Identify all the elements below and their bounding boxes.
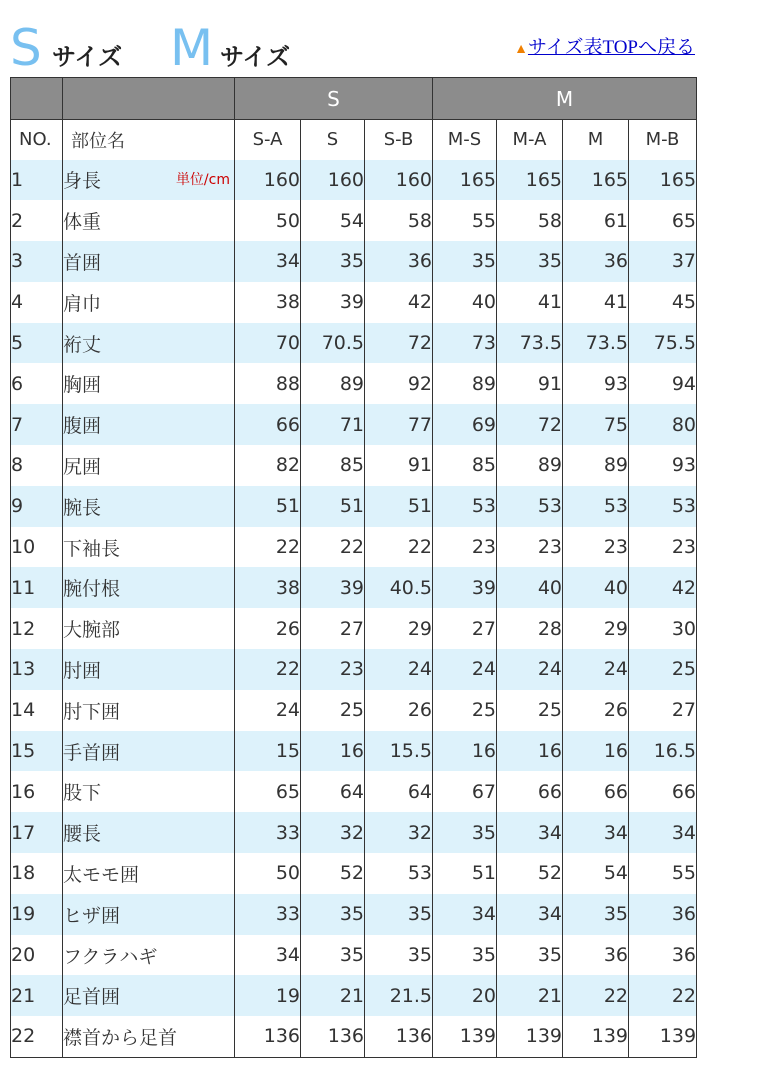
size-value-cell: 16.5 [629,731,697,772]
body-part-cell [63,975,235,1016]
size-value-cell: 75.5 [629,323,697,364]
size-value-cell: 34 [433,894,497,935]
size-value-cell: 33 [235,812,301,853]
row-number: 15 [11,731,63,772]
size-value-cell: 65 [629,200,697,241]
size-value-cell: 39 [301,282,365,323]
body-part-name: 胸囲 [63,374,102,397]
size-value-cell: 93 [563,363,629,404]
size-value-cell: 36 [563,241,629,282]
size-value-cell: 52 [301,853,365,894]
size-value-cell: 34 [497,894,563,935]
body-part-name: 身長 [63,170,102,193]
size-value-cell: 22 [563,975,629,1016]
size-value-cell: 160 [301,160,365,201]
size-value-cell: 32 [365,812,433,853]
row-number: 21 [11,975,63,1016]
size-value-cell: 75 [563,404,629,445]
size-value-cell: 54 [301,200,365,241]
size-value-cell: 25 [301,690,365,731]
size-value-cell: 30 [629,608,697,649]
size-value-cell: 165 [563,160,629,201]
table-row [11,608,697,649]
size-value-cell: 70.5 [301,323,365,364]
body-part-name: 体重 [63,211,102,234]
table-row [11,771,697,812]
up-triangle-icon: ▲ [514,42,528,57]
size-value-cell: 35 [365,935,433,976]
size-value-cell: 36 [365,241,433,282]
size-value-cell: 29 [563,608,629,649]
table-row [11,241,697,282]
size-value-cell: 35 [301,894,365,935]
body-part-name: 肘囲 [63,659,102,682]
size-value-cell: 89 [563,445,629,486]
size-value-cell: 35 [365,894,433,935]
table-row [11,812,697,853]
size-value-cell: 21 [301,975,365,1016]
size-value-cell: 35 [433,241,497,282]
size-value-cell: 22 [365,527,433,568]
size-value-cell: 45 [629,282,697,323]
table-row [11,486,697,527]
body-part-name: 腕付根 [63,578,121,601]
size-value-cell: 22 [301,527,365,568]
body-part-name: 腰長 [63,823,102,846]
table-row [11,323,697,364]
row-number: 3 [11,241,63,282]
group-header-s: S [235,78,433,120]
size-value-cell: 32 [301,812,365,853]
column-header-no: NO. [11,120,63,160]
size-value-cell: 139 [497,1016,563,1057]
size-value-cell: 34 [235,241,301,282]
size-value-cell: 139 [563,1016,629,1057]
column-header-size: S-B [365,120,433,160]
s-size-letter: S [10,19,42,77]
row-number: 16 [11,771,63,812]
body-part-cell [63,812,235,853]
size-value-cell: 66 [629,771,697,812]
group-header-row [11,78,697,120]
size-value-cell: 165 [629,160,697,201]
group-header-empty [63,78,235,120]
table-row [11,567,697,608]
size-value-cell: 92 [365,363,433,404]
size-value-cell: 23 [629,527,697,568]
size-value-cell: 73 [433,323,497,364]
size-value-cell: 77 [365,404,433,445]
group-header-m: M [433,78,697,120]
body-part-cell [63,567,235,608]
size-value-cell: 41 [497,282,563,323]
size-value-cell: 39 [433,567,497,608]
size-value-cell: 24 [563,649,629,690]
size-value-cell: 21.5 [365,975,433,1016]
size-value-cell: 34 [497,812,563,853]
row-number: 12 [11,608,63,649]
body-part-cell [63,649,235,690]
size-value-cell: 23 [301,649,365,690]
row-number: 1 [11,160,63,201]
body-part-cell [63,241,235,282]
size-value-cell: 24 [497,649,563,690]
size-value-cell: 26 [235,608,301,649]
size-value-cell: 55 [433,200,497,241]
size-value-cell: 72 [365,323,433,364]
size-value-cell: 35 [433,812,497,853]
size-value-cell: 35 [497,935,563,976]
size-value-cell: 80 [629,404,697,445]
size-value-cell: 36 [563,935,629,976]
column-header-part: 部位名 [63,120,235,160]
size-value-cell: 34 [235,935,301,976]
m-size-letter: M [170,19,214,77]
row-number: 13 [11,649,63,690]
size-value-cell: 88 [235,363,301,404]
size-value-cell: 89 [497,445,563,486]
size-value-cell: 25 [497,690,563,731]
size-value-cell: 72 [497,404,563,445]
body-part-cell [63,608,235,649]
column-header-size: M-S [433,120,497,160]
size-value-cell: 136 [301,1016,365,1057]
size-value-cell: 27 [301,608,365,649]
body-part-name: 股下 [63,782,102,805]
size-value-cell: 73.5 [497,323,563,364]
size-value-cell: 70 [235,323,301,364]
body-part-cell [63,282,235,323]
size-value-cell: 64 [301,771,365,812]
size-value-cell: 21 [497,975,563,1016]
size-value-cell: 165 [497,160,563,201]
size-value-cell: 61 [563,200,629,241]
body-part-name: フクラハギ [63,945,158,968]
body-part-cell [63,894,235,935]
row-number: 5 [11,323,63,364]
size-value-cell: 19 [235,975,301,1016]
size-value-cell: 22 [235,649,301,690]
size-value-cell: 82 [235,445,301,486]
group-header-empty [11,78,63,120]
body-part-cell [63,323,235,364]
size-value-cell: 35 [301,241,365,282]
size-value-cell: 51 [433,853,497,894]
size-value-cell: 91 [497,363,563,404]
table-row [11,527,697,568]
size-value-cell: 54 [563,853,629,894]
row-number: 10 [11,527,63,568]
body-part-name: 足首囲 [63,986,121,1009]
size-value-cell: 55 [629,853,697,894]
table-row [11,445,697,486]
table-row [11,975,697,1016]
column-header-row [11,120,697,160]
table-row [11,282,697,323]
size-value-cell: 89 [433,363,497,404]
size-value-cell: 64 [365,771,433,812]
size-value-cell: 58 [497,200,563,241]
size-value-cell: 22 [629,975,697,1016]
body-part-cell [63,1016,235,1057]
body-part-name: 肩巾 [63,292,102,315]
size-value-cell: 53 [629,486,697,527]
table-row [11,200,697,241]
body-part-cell [63,527,235,568]
size-value-cell: 39 [301,567,365,608]
body-part-cell [63,200,235,241]
body-part-name: 大腕部 [63,619,121,642]
body-part-cell [63,160,235,201]
size-value-cell: 89 [301,363,365,404]
row-number: 6 [11,363,63,404]
size-value-cell: 85 [301,445,365,486]
body-part-name: 下袖長 [63,537,121,560]
body-part-name: 腹囲 [63,415,102,438]
column-header-size: M-A [497,120,563,160]
row-number: 22 [11,1016,63,1057]
size-value-cell: 16 [301,731,365,772]
size-value-cell: 65 [235,771,301,812]
row-number: 11 [11,567,63,608]
size-value-cell: 69 [433,404,497,445]
size-value-cell: 53 [365,853,433,894]
body-part-name: 襟首から足首 [63,1026,178,1049]
size-value-cell: 24 [365,649,433,690]
size-table [10,77,697,1058]
size-value-cell: 20 [433,975,497,1016]
back-to-size-top-link[interactable] [514,36,695,62]
size-value-cell: 42 [365,282,433,323]
size-value-cell: 16 [433,731,497,772]
table-body [11,160,697,1058]
size-value-cell: 136 [365,1016,433,1057]
size-value-cell: 26 [365,690,433,731]
size-value-cell: 27 [629,690,697,731]
row-number: 20 [11,935,63,976]
body-part-name: ヒザ囲 [63,904,121,927]
size-value-cell: 139 [629,1016,697,1057]
body-part-cell [63,935,235,976]
size-value-cell: 36 [629,935,697,976]
body-part-cell [63,486,235,527]
size-value-cell: 40.5 [365,567,433,608]
size-value-cell: 26 [563,690,629,731]
s-size-word: サイズ [52,43,123,71]
size-value-cell: 15.5 [365,731,433,772]
size-value-cell: 41 [563,282,629,323]
size-value-cell: 73.5 [563,323,629,364]
size-value-cell: 29 [365,608,433,649]
row-number: 7 [11,404,63,445]
row-number: 8 [11,445,63,486]
back-link-text: サイズ表TOPへ戻る [527,37,695,58]
table-row [11,363,697,404]
size-value-cell: 23 [563,527,629,568]
body-part-cell [63,445,235,486]
size-value-cell: 33 [235,894,301,935]
body-part-cell [63,731,235,772]
row-number: 4 [11,282,63,323]
size-value-cell: 22 [235,527,301,568]
table-row [11,853,697,894]
size-value-cell: 27 [433,608,497,649]
body-part-cell [63,853,235,894]
size-value-cell: 51 [301,486,365,527]
size-value-cell: 35 [301,935,365,976]
size-value-cell: 139 [433,1016,497,1057]
table-row [11,731,697,772]
size-value-cell: 23 [433,527,497,568]
size-value-cell: 42 [629,567,697,608]
row-number: 14 [11,690,63,731]
size-value-cell: 38 [235,282,301,323]
column-header-size: M [563,120,629,160]
size-value-cell: 16 [497,731,563,772]
size-value-cell: 36 [629,894,697,935]
unit-note: 単位/cm [175,171,230,188]
body-part-cell [63,404,235,445]
body-part-cell [63,771,235,812]
size-value-cell: 38 [235,567,301,608]
size-value-cell: 37 [629,241,697,282]
size-value-cell: 66 [563,771,629,812]
size-value-cell: 50 [235,200,301,241]
table-row [11,160,697,201]
size-value-cell: 93 [629,445,697,486]
size-value-cell: 24 [235,690,301,731]
body-part-name: 太モモ囲 [63,863,140,886]
body-part-name: 手首囲 [63,741,121,764]
size-value-cell: 25 [433,690,497,731]
column-header-size: M-B [629,120,697,160]
size-value-cell: 24 [433,649,497,690]
size-value-cell: 91 [365,445,433,486]
size-value-cell: 51 [235,486,301,527]
table-row [11,404,697,445]
row-number: 18 [11,853,63,894]
size-value-cell: 23 [497,527,563,568]
table-row [11,935,697,976]
table-row [11,1016,697,1057]
size-value-cell: 160 [235,160,301,201]
size-value-cell: 53 [563,486,629,527]
size-value-cell: 50 [235,853,301,894]
body-part-name: 尻囲 [63,455,102,478]
size-value-cell: 136 [235,1016,301,1057]
row-number: 2 [11,200,63,241]
size-value-cell: 35 [497,241,563,282]
size-value-cell: 52 [497,853,563,894]
page-title [10,20,330,76]
size-value-cell: 85 [433,445,497,486]
body-part-cell [63,363,235,404]
size-value-cell: 53 [433,486,497,527]
table-row [11,894,697,935]
size-value-cell: 25 [629,649,697,690]
column-header-size: S-A [235,120,301,160]
size-value-cell: 66 [235,404,301,445]
row-number: 9 [11,486,63,527]
table-row [11,649,697,690]
size-value-cell: 160 [365,160,433,201]
m-size-word: サイズ [220,43,291,71]
row-number: 17 [11,812,63,853]
size-value-cell: 165 [433,160,497,201]
row-number: 19 [11,894,63,935]
size-value-cell: 71 [301,404,365,445]
size-value-cell: 35 [563,894,629,935]
size-value-cell: 35 [433,935,497,976]
body-part-name: 裄丈 [63,333,102,356]
column-header-size: S [301,120,365,160]
size-value-cell: 40 [563,567,629,608]
size-value-cell: 28 [497,608,563,649]
size-value-cell: 34 [629,812,697,853]
size-value-cell: 58 [365,200,433,241]
body-part-cell [63,690,235,731]
size-value-cell: 15 [235,731,301,772]
size-value-cell: 40 [497,567,563,608]
size-value-cell: 40 [433,282,497,323]
body-part-name: 首囲 [63,251,102,274]
size-value-cell: 67 [433,771,497,812]
body-part-name: 肘下囲 [63,700,121,723]
size-value-cell: 34 [563,812,629,853]
size-value-cell: 94 [629,363,697,404]
table-row [11,690,697,731]
size-value-cell: 51 [365,486,433,527]
body-part-name: 腕長 [63,496,102,519]
size-value-cell: 53 [497,486,563,527]
size-value-cell: 16 [563,731,629,772]
size-value-cell: 66 [497,771,563,812]
